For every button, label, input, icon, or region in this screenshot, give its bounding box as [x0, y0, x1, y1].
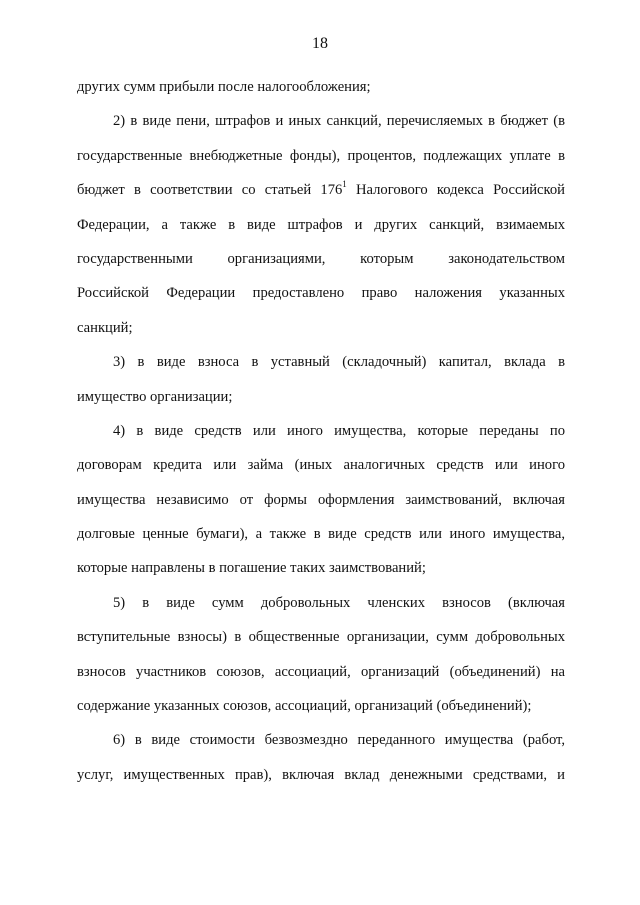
text-line: Федерации, а также в виде штрафов и других санкций, взимаемых [77, 216, 565, 233]
text-line: содержание указанных союзов, ассоциаций, организаций (объединений); [77, 698, 532, 715]
text-line: других сумм прибыли после налогообложения; [77, 79, 371, 95]
text-line: санкций; [77, 319, 133, 336]
text-line: 2) в виде пени, штрафов и иных санкций, перечисляемых в бюджет (в [113, 113, 565, 130]
text-line: вступительные взносы) в общественные организации, сумм добровольных [77, 629, 565, 646]
text-line: услуг, имущественных прав), включая вклад денежными средствами, и [77, 766, 565, 783]
text-line: которые направлены в погашение таких заимствований; [77, 560, 426, 577]
text-line: договорам кредита или займа (иных аналогичных средств или иного [77, 457, 565, 474]
article-superscript: 1 [342, 179, 347, 190]
document-body [77, 70, 565, 792]
text-line: 3) в виде взноса в уставный (складочный) капитал, вклада в [113, 354, 565, 371]
text-fragment: Налогового кодекса Российской [346, 182, 565, 199]
text-line [77, 173, 565, 207]
text-line: взносов участников союзов, ассоциаций, организаций (объединений) на [77, 663, 565, 680]
text-line: 6) в виде стоимости безвозмездно переданного имущества (работ, [113, 732, 565, 749]
page-number: 18 [312, 35, 328, 52]
text-line: государственные внебюджетные фонды), процентов, подлежащих уплате в [77, 147, 565, 164]
text-line: Российской Федерации предоставлено право наложения указанных [77, 285, 565, 302]
text-fragment: бюджет в соответствии со статьей 176 [77, 182, 343, 199]
text-line: имущества независимо от формы оформления заимствований, включая [77, 491, 565, 508]
text-line: государственными организациями, которым законодательством [77, 250, 565, 267]
text-line: 5) в виде сумм добровольных членских взносов (включая [113, 594, 565, 611]
text-line: имущество организации; [77, 388, 233, 405]
text-line: 4) в виде средств или иного имущества, которые переданы по [113, 422, 565, 439]
text-line: долговые ценные бумаги), а также в виде средств или иного имущества, [77, 526, 565, 543]
